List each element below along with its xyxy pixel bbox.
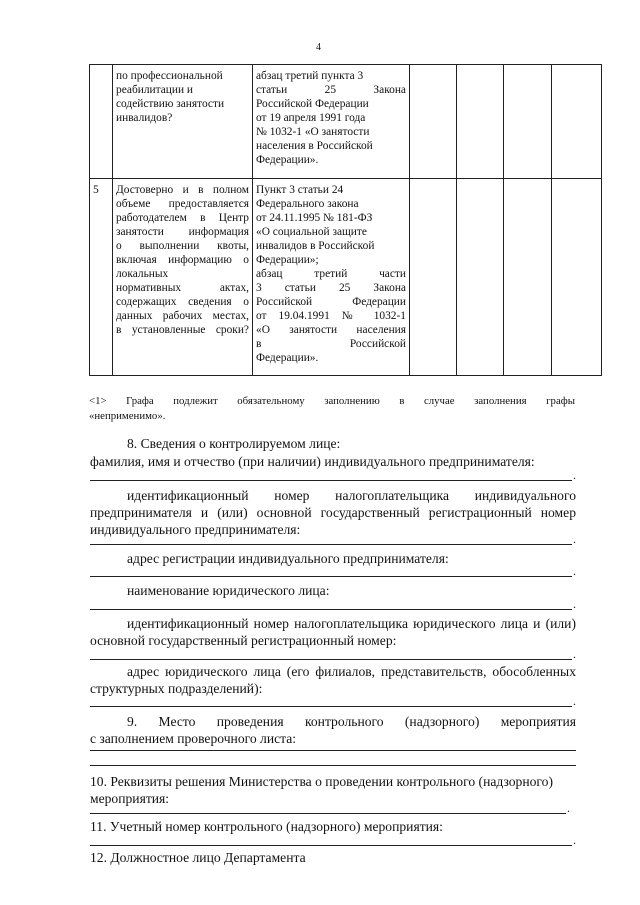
org-name-fill-line[interactable] [90,609,572,610]
section-12: 12. Должностное лицо Департамента [90,850,306,865]
row-number: 5 [90,179,113,376]
empty-cell[interactable] [504,65,552,179]
reference-cell [253,65,410,179]
reference-line: населения в Российской [256,140,373,152]
reference-line: Федерации». [256,352,319,364]
reference-line: Федерального закона [256,198,359,210]
reference-line: Федерации»; [256,254,319,266]
line-end-dot: . [573,647,576,661]
question-cell [113,179,253,376]
question-line: занятости информация [116,226,249,238]
question-line: о выполнении квоты, [116,240,249,252]
inn-org-line: идентификационный номер налогоплательщика юридического лица и (или) [127,616,576,631]
reference-line: Российской Федерации [256,98,369,110]
address-org-label [90,663,576,697]
reference-line: Российской Федерации [256,296,406,308]
reference-line: абзац третий пункта 3 [256,70,364,82]
line-end-dot: . [573,597,576,611]
reference-line: статьи 25 Закона [256,84,406,96]
question-line: Достоверно и в полном [116,184,249,196]
question-line: инвалидов? [116,112,173,124]
section-10-line: 10. Реквизиты решения Министерства о проведении контрольного (надзорного) [90,774,553,789]
address-ip-label: адрес регистрации индивидуального предпринимателя: [127,551,449,566]
address-ip-fill-line[interactable] [90,576,572,577]
reference-line: от 19 апреля 1991 года [256,112,366,124]
footnote-line: «неприменимо». [89,410,166,422]
requirements-table [89,64,602,376]
question-line: работодателем в Центр [116,212,249,224]
section-10-line: мероприятия: [90,791,170,806]
reference-line: в Российской [256,338,406,350]
question-line: содействию занятости [116,98,225,110]
reference-line: от 19.04.1991 № 1032-1 [256,310,406,322]
empty-cell[interactable] [410,179,457,376]
empty-cell[interactable] [410,65,457,179]
inn-ip-label [90,487,576,538]
inn-org-line: основной государственный регистрационный номер: [90,633,397,648]
fio-label: фамилия, имя и отчество (при наличии) индивидуального предпринимателя: [90,454,535,469]
line-end-dot: . [573,564,576,578]
question-line: включая информацию о [116,254,249,266]
question-line: в установленные сроки? [116,324,249,336]
reference-line: № 1032-1 «О занятости [256,126,370,138]
section-9-line: 9. Место проведения контрольного (надзорного) мероприятия [127,714,576,729]
question-line: содержащих сведения о [116,296,249,308]
address-org-line: адрес юридического лица (его филиалов, представительств, обособленных [127,664,576,679]
section-8-heading: 8. Сведения о контролируемом лице: [127,436,341,451]
question-line: по профессиональной [116,70,223,82]
reference-line: от 24.11.1995 № 181-ФЗ [256,212,373,224]
reference-line: «О занятости населения [256,324,406,336]
question-cell [113,65,253,179]
line-end-dot: . [573,532,576,546]
inn-org-label [90,615,576,649]
inn-ip-line: индивидуального предпринимателя: [90,522,301,537]
empty-cell[interactable] [457,179,504,376]
question-line: нормативных актах, [116,282,249,294]
table-row [90,65,602,179]
line-end-dot: . [567,801,570,815]
inn-ip-line: идентификационный номер налогоплательщика индивидуального [127,488,576,503]
address-org-fill-line[interactable] [90,706,572,707]
section-10 [90,773,553,807]
inn-ip-line: предпринимателя и (или) основной государственный регистрационный номер [90,505,576,520]
footnote [89,394,575,424]
empty-cell[interactable] [552,179,602,376]
reference-line: 3 статьи 25 Закона [256,282,406,294]
question-line: локальных [116,268,169,280]
decision-fill-line[interactable] [90,813,566,814]
section-11: 11. Учетный номер контрольного (надзорного) мероприятия: [90,819,443,834]
question-line: реабилитации и [116,84,194,96]
empty-cell[interactable] [504,179,552,376]
empty-cell[interactable] [457,65,504,179]
section-9 [90,713,576,747]
empty-cell[interactable] [552,65,602,179]
place-fill-line-2[interactable] [90,765,576,766]
line-end-dot: . [573,694,576,708]
question-line: объеме предоставляется [116,198,249,210]
reference-line: инвалидов в Российской [256,240,375,252]
line-end-dot: . [573,468,576,482]
fio-fill-line[interactable] [90,480,572,481]
reference-line: Федерации». [256,154,319,166]
row-number [90,65,113,179]
reference-line: «О социальной защите [256,226,367,238]
line-end-dot: . [573,833,576,847]
record-number-fill-line[interactable] [90,845,572,846]
section-9-line: с заполнением проверочного листа: [90,731,297,746]
inn-ip-fill-line[interactable] [90,544,572,545]
footnote-line: <1> Графа подлежит обязательному заполнению в случае заполнения графы [89,395,575,407]
address-org-line: структурных подразделений): [90,681,263,696]
reference-line: абзац третий части [256,268,406,280]
inn-org-fill-line[interactable] [90,659,572,660]
reference-cell [253,179,410,376]
place-fill-line-1[interactable] [90,750,576,751]
org-name-label: наименование юридического лица: [127,583,330,598]
question-line: данных рабочих местах, [116,310,249,322]
page-number: 4 [316,42,321,53]
reference-line: Пункт 3 статьи 24 [256,184,344,196]
table-row [90,179,602,376]
